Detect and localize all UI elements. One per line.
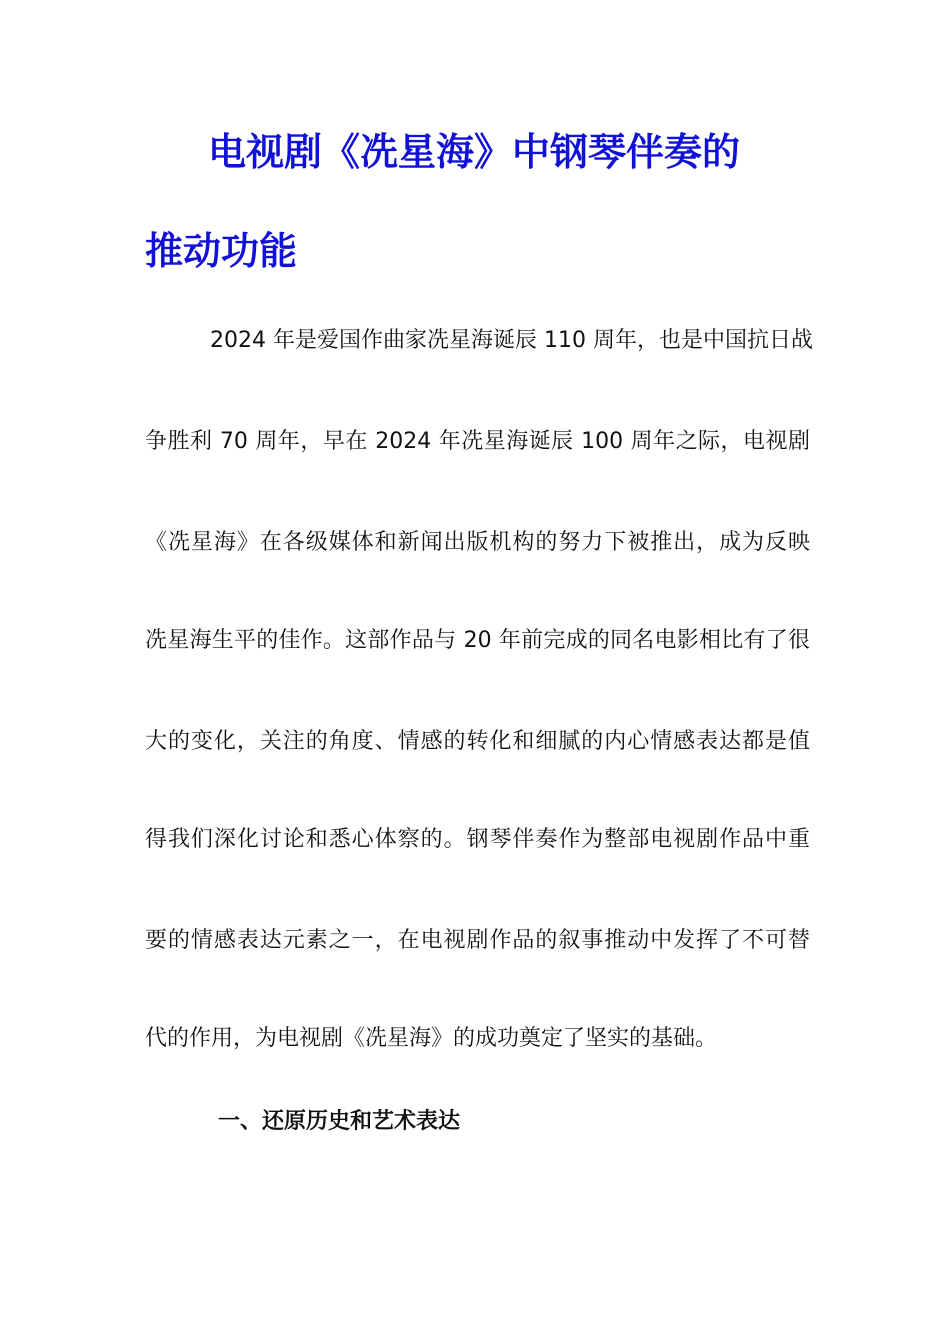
body-text-line: 《冼星海》在各级媒体和新闻出版机构的努力下被推出，成为反映 (145, 530, 810, 555)
body-text-line: 2024 年是爱国作曲家冼星海诞辰 110 周年，也是中国抗日战 (210, 328, 813, 353)
section-heading: 一、还原历史和艺术表达 (218, 1109, 461, 1134)
document-title-line-2: 推动功能 (145, 229, 298, 273)
body-text-line: 得我们深化讨论和悉心体察的。钢琴伴奏作为整部电视剧作品中重 (145, 827, 810, 852)
body-text-line: 代的作用，为电视剧《冼星海》的成功奠定了坚实的基础。 (145, 1026, 718, 1051)
document-title-line-1: 电视剧《冼星海》中钢琴伴奏的 (208, 130, 741, 174)
body-text-line: 要的情感表达元素之一，在电视剧作品的叙事推动中发挥了不可替 (145, 928, 810, 953)
body-text-line: 冼星海生平的佳作。这部作品与 20 年前完成的同名电影相比有了很 (145, 628, 810, 653)
body-text-line: 大的变化，关注的角度、情感的转化和细腻的内心情感表达都是值 (145, 729, 810, 754)
body-text-line: 争胜利 70 周年，早在 2024 年冼星海诞辰 100 周年之际，电视剧 (145, 429, 810, 454)
